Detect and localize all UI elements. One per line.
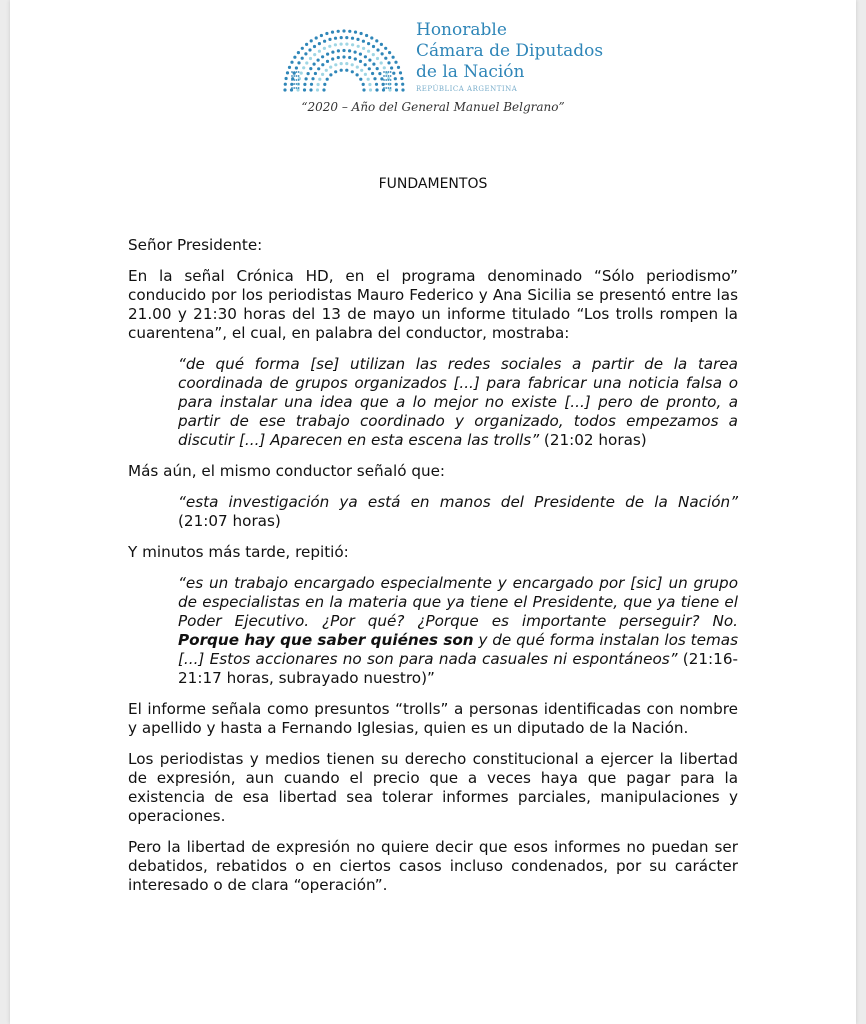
institution-name xyxy=(416,20,603,94)
paragraph-6: Pero la libertad de expresión no quiere decir que esos informes no puedan ser debatidos, rebatidos o en ciertos casos incluso condenados, por su carácter interesado o de clara “operación”. xyxy=(128,838,738,894)
institution-line-1: Honorable xyxy=(416,20,507,40)
quote-1-time: (21:02 horas) xyxy=(539,431,647,449)
letterhead xyxy=(10,0,856,130)
quote-3-text-b: y de qué forma instalan los temas [...] Estos accionares no son para nada casuales ni espontáneos” xyxy=(178,631,738,668)
institution-subtitle: REPÚBLICA ARGENTINA xyxy=(416,85,518,93)
document-title: FUNDAMENTOS xyxy=(378,176,488,192)
paragraph-1: En la señal Crónica HD, en el programa denominado “Sólo periodismo” conducido por los periodistas Mauro Federico y Ana Sicilia se presentó entre las 21.00 y 21:30 horas del 13 de mayo un informe titulado “Los trolls rompen la cuarentena”, el cual, en palabra del conductor, mostraba: xyxy=(128,267,738,342)
quote-3-text-a: “es un trabajo encargado especialmente y encargado por [sic] un grupo de especialistas en la materia que ya tiene el Presidente, que ya tiene el Poder Ejecutivo. ¿Por qué? ¿Porque es importante perseguir? No. xyxy=(178,574,738,630)
paragraph-4: El informe señala como presuntos “trolls” a personas identificadas con nombre y apellido y hasta a Fernando Iglesias, quien es un diputado de la Nación. xyxy=(128,700,738,737)
quote-1-text: “de qué forma [se] utilizan las redes sociales a partir de la tarea coordinada de grupos organizados [...] para fabricar una noticia falsa o para instalar una idea que a lo mejor no existe [...] pero de pronto, a partir de ese trabajo coordinado y organizado, todos empezamos a discutir [...] Aparecen en esta escena las trolls” xyxy=(178,355,738,449)
document-page xyxy=(10,0,856,1024)
quote-2 xyxy=(178,493,738,531)
quote-3-time: (21:16-21:17 horas, subrayado nuestro)” xyxy=(178,650,738,687)
quote-2-time: (21:07 horas) xyxy=(178,512,281,530)
paragraph-2: Más aún, el mismo conductor señaló que: xyxy=(128,462,446,480)
quote-2-text: “esta investigación ya está en manos del Presidente de la Nación” xyxy=(178,493,738,511)
document-body xyxy=(128,236,738,907)
quote-3 xyxy=(178,574,738,688)
quote-3-bold: Porque hay que saber quiénes son xyxy=(178,631,474,649)
year-motto: “2020 – Año del General Manuel Belgrano” xyxy=(301,100,565,114)
chamber-arch-logo xyxy=(278,12,410,96)
greeting: Señor Presidente: xyxy=(128,236,263,254)
paragraph-3: Y minutos más tarde, repitió: xyxy=(128,543,349,561)
quote-1 xyxy=(178,355,738,450)
institution-line-3: de la Nación xyxy=(416,62,525,82)
institution-line-2: Cámara de Diputados xyxy=(416,41,604,61)
paragraph-5: Los periodistas y medios tienen su derecho constitucional a ejercer la libertad de expresión, aun cuando el precio que a veces haya que pagar para la existencia de esa libertad sea tolerar informes parciales, manipulaciones y operaciones. xyxy=(128,750,738,825)
